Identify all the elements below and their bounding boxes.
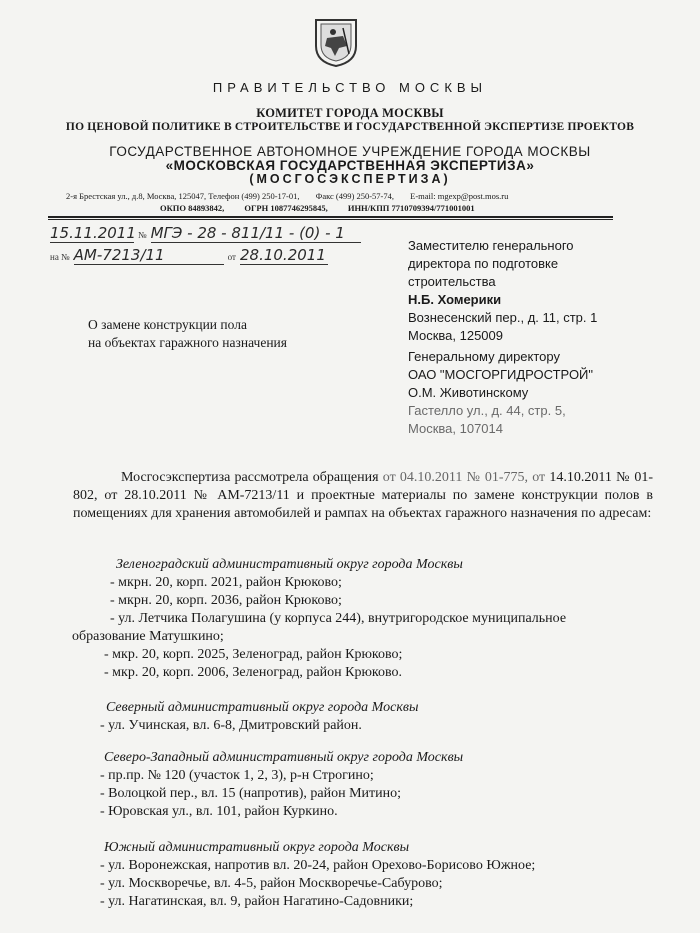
district-title: Северный административный округ города Москвы bbox=[106, 700, 419, 715]
list-item: - мкр. 20, корп. 2006, Зеленоград, район Крюково. bbox=[104, 665, 403, 680]
list-item: - мкрн. 20, корп. 2036, район Крюково; bbox=[110, 593, 342, 608]
letterhead-divider bbox=[48, 216, 613, 218]
letter-body bbox=[73, 469, 653, 523]
list-item: - ул. Воронежская, напротив вл. 20-24, район Орехово-Борисово Южное; bbox=[100, 858, 536, 873]
number-label: № bbox=[138, 230, 147, 240]
district-north-west bbox=[98, 749, 463, 821]
organization-line-3: (МОСГОСЭКСПЕРТИЗА) bbox=[249, 172, 451, 186]
fax: Факс (499) 250-57-74, bbox=[315, 191, 395, 201]
letterhead-divider-thin bbox=[48, 219, 613, 220]
district-title: Южный административный округ города Москвы bbox=[104, 840, 410, 855]
reference-date: 28.10.2011 bbox=[240, 246, 328, 265]
addressee-1-line-2: директора по подготовке bbox=[408, 256, 559, 271]
okpo: ОКПО 84893842, bbox=[160, 203, 225, 213]
registration-ids bbox=[160, 203, 493, 213]
list-item: - Волоцкой пер., вл. 15 (напротив), район Митино; bbox=[100, 786, 401, 801]
list-item: образование Матушкино; bbox=[72, 629, 224, 644]
contact-line bbox=[66, 191, 522, 201]
district-north bbox=[98, 699, 418, 735]
organization-line-2: «МОСКОВСКАЯ ГОСУДАРСТВЕННАЯ ЭКСПЕРТИЗА» bbox=[165, 158, 535, 173]
addressee-2-line-1: Генеральному директору bbox=[408, 349, 560, 364]
district-zelenograd bbox=[72, 556, 567, 682]
reference-number: АМ-7213/11 bbox=[74, 246, 224, 265]
addressee-1-line-1: Заместителю генерального bbox=[408, 238, 574, 253]
inn: ИНН/КПП 7710709394/771001001 bbox=[347, 203, 475, 213]
addressee-2-address: Гастелло ул., д. 44, стр. 5, bbox=[408, 403, 566, 418]
district-title: Зеленоградский административный округ города Москвы bbox=[116, 557, 463, 572]
list-item: - ул. Москворечье, вл. 4-5, район Москворечье-Сабурово; bbox=[100, 876, 443, 891]
list-item: - ул. Учинская, вл. 6-8, Дмитровский район. bbox=[100, 718, 362, 733]
subject-line-1: О замене конструкции пола bbox=[88, 317, 247, 332]
district-south bbox=[98, 839, 535, 911]
email: E-mail: mgexp@post.mos.ru bbox=[410, 191, 509, 201]
list-item: - ул. Нагатинская, вл. 9, район Нагатино-Садовники; bbox=[100, 894, 414, 909]
government-title: ПРАВИТЕЛЬСТВО МОСКВЫ bbox=[212, 80, 488, 95]
addressee-2-line-2: ОАО "МОСГОРГИДРОСТРОЙ" bbox=[408, 367, 594, 382]
addressee-2-name: О.М. Животинскому bbox=[408, 385, 529, 400]
reference-label: на № bbox=[50, 252, 70, 262]
intro-text-start: Мосгосэкспертиза рассмотрела обращения bbox=[121, 470, 379, 485]
moscow-coat-of-arms-icon bbox=[313, 18, 359, 68]
organization-line-1: ГОСУДАРСТВЕННОЕ АВТОНОМНОЕ УЧРЕЖДЕНИЕ ГОРОДА МОСКВЫ bbox=[109, 144, 591, 159]
addressee-block-2 bbox=[408, 348, 593, 438]
outgoing-number: МГЭ - 28 - 811/11 - (0) - 1 bbox=[151, 224, 361, 243]
addressee-2-city: Москва, 107014 bbox=[408, 421, 503, 436]
intro-text-rest: 14.10.2011 № 01-802, от 28.10.2011 № АМ-7213/11 и проектные материалы по замене конструкции полов в помещениях для хранения автомобилей и рампах на объектах гаражного назначения по адресам: bbox=[73, 470, 654, 521]
outgoing-date: 15.11.2011 bbox=[50, 224, 136, 242]
addressee-1-city: Москва, 125009 bbox=[408, 328, 503, 343]
list-item: - мкр. 20, корп. 2025, Зеленоград, район Крюково; bbox=[104, 647, 403, 662]
addressee-1-line-3: строительства bbox=[408, 274, 496, 289]
list-item: - пр.пр. № 120 (участок 1, 2, 3), р-н Строгино; bbox=[100, 768, 374, 783]
committee-line-2: ПО ЦЕНОВОЙ ПОЛИТИКЕ В СТРОИТЕЛЬСТВЕ И ГОСУДАРСТВЕННОЙ ЭКСПЕРТИЗЕ ПРОЕКТОВ bbox=[65, 121, 635, 133]
committee-line-1: КОМИТЕТ ГОРОДА МОСКВЫ bbox=[256, 106, 444, 120]
list-item: - мкрн. 20, корп. 2021, район Крюково; bbox=[110, 575, 342, 590]
addressee-1-name: Н.Б. Хомерики bbox=[408, 292, 502, 307]
intro-text-faded: от 04.10.2011 № 01-775, от bbox=[382, 470, 546, 485]
list-item: - ул. Летчика Полагушина (у корпуса 244), внутригородское муниципальное bbox=[110, 611, 567, 626]
addressee-block-1 bbox=[408, 237, 597, 345]
reference-number-row bbox=[50, 246, 328, 265]
district-title: Северо-Западный административный округ города Москвы bbox=[104, 750, 464, 765]
letter-subject bbox=[88, 316, 287, 352]
intro-paragraph bbox=[73, 469, 653, 523]
outgoing-number-row bbox=[50, 224, 361, 243]
addressee-1-address: Вознесенский пер., д. 11, стр. 1 bbox=[408, 310, 598, 325]
ogrn: ОГРН 1087746295845, bbox=[244, 203, 328, 213]
list-item: - Юровская ул., вл. 101, район Куркино. bbox=[100, 804, 338, 819]
address: 2-я Брестская ул., д.8, Москва, 125047, Телефон (499) 250-17-01, bbox=[66, 191, 300, 201]
subject-line-2: на объектах гаражного назначения bbox=[88, 335, 287, 350]
from-label: от bbox=[227, 252, 236, 262]
